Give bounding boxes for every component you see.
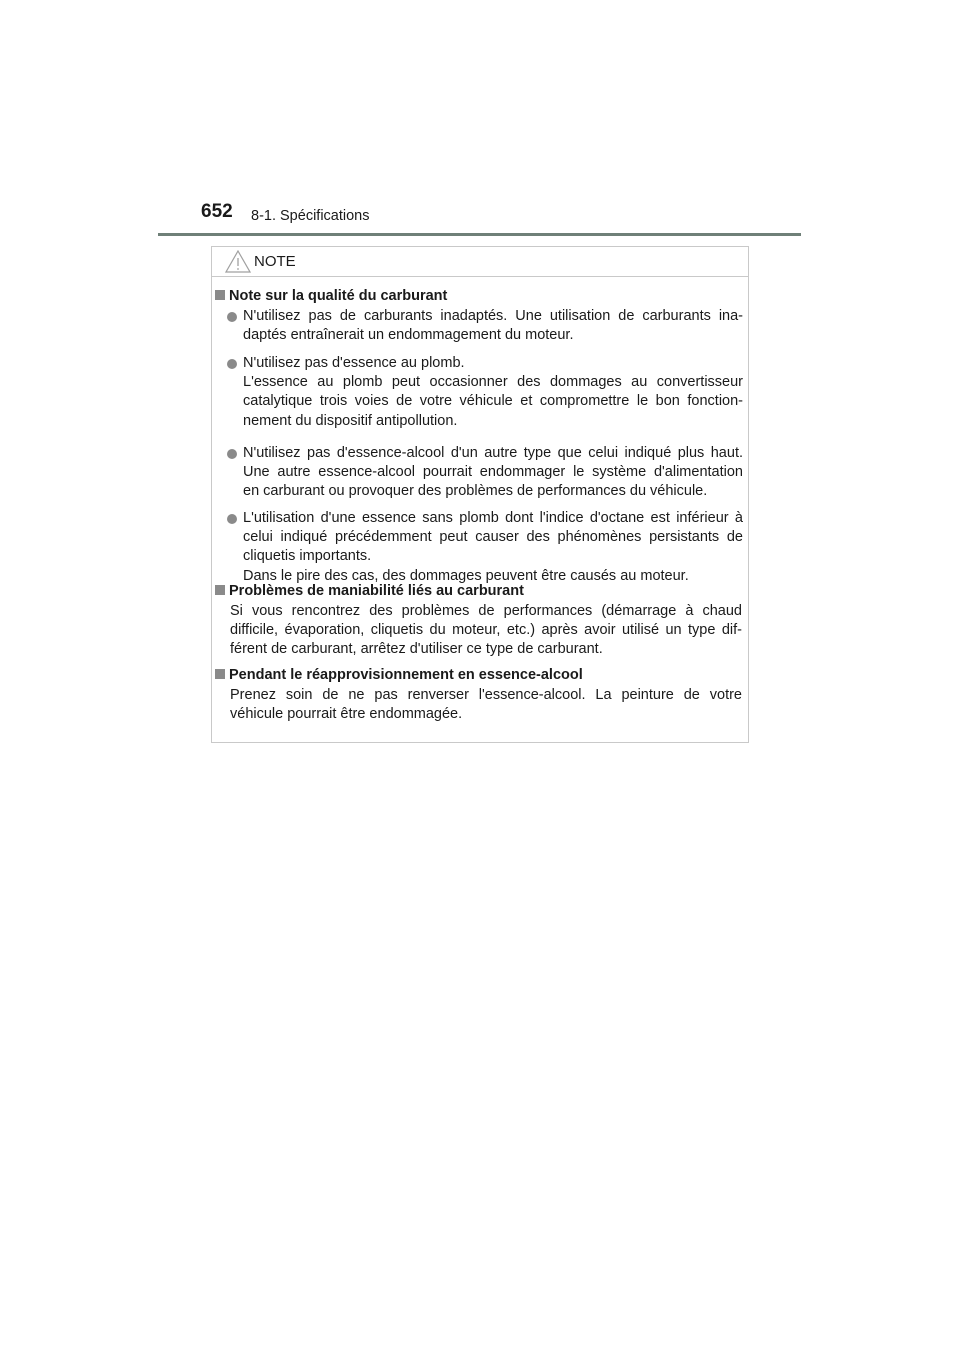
warning-triangle-icon	[225, 250, 251, 273]
header-divider	[158, 233, 801, 236]
bullet-dot-icon	[227, 312, 237, 322]
bullet-paragraph: N'utilisez pas de carburants inadaptés. Une utilisation de carburants ina- daptés entraînerait un endommagement du moteur.	[243, 308, 743, 344]
square-bullet-icon	[215, 669, 225, 679]
section-heading: Note sur la qualité du carburant	[215, 287, 447, 306]
square-bullet-icon	[215, 585, 225, 595]
bullet-dot-icon	[227, 449, 237, 459]
bullet-dot-icon	[227, 514, 237, 524]
section-heading: Pendant le réapprovisionnement en essence-alcool	[215, 666, 583, 685]
note-label: NOTE	[254, 253, 296, 270]
section-paragraph: Si vous rencontrez des problèmes de performances (démarrage à chaud difficile, évaporation, cliquetis du moteur, etc.) après avoir utilisé un type dif- férent de carburant, arrêtez d'utiliser ce type de carburant.	[230, 603, 742, 658]
section-paragraph: Prenez soin de ne pas renverser l'essence-alcool. La peinture de votre véhicule pourrait être endommagée.	[230, 687, 742, 723]
bullet-paragraph: L'utilisation d'une essence sans plomb dont l'indice d'octane est inférieur à celui indiqué précédemment peut causer des phénomènes persistants de cliquetis importants. Dans le pire des cas, des dommages peuvent être causés au moteur.	[243, 510, 743, 584]
bullet-paragraph: N'utilisez pas d'essence-alcool d'un autre type que celui indiqué plus haut. Une autre essence-alcool pourrait endommager le système d'alimentation en carburant ou provoquer des problèmes de performances du véhicule.	[243, 445, 743, 500]
note-box	[211, 246, 749, 743]
section-heading: Problèmes de maniabilité liés au carburant	[215, 582, 524, 601]
page-number: 652	[201, 201, 233, 222]
square-bullet-icon	[215, 290, 225, 300]
note-header	[212, 247, 748, 277]
section-title: 8-1. Spécifications	[251, 208, 370, 224]
bullet-paragraph: N'utilisez pas d'essence au plomb. L'essence au plomb peut occasionner des dommages au convertisseur catalytique trois voies de votre véhicule et compromettre le bon fonction- nement du dispositif antipollution.	[243, 355, 743, 429]
bullet-dot-icon	[227, 359, 237, 369]
